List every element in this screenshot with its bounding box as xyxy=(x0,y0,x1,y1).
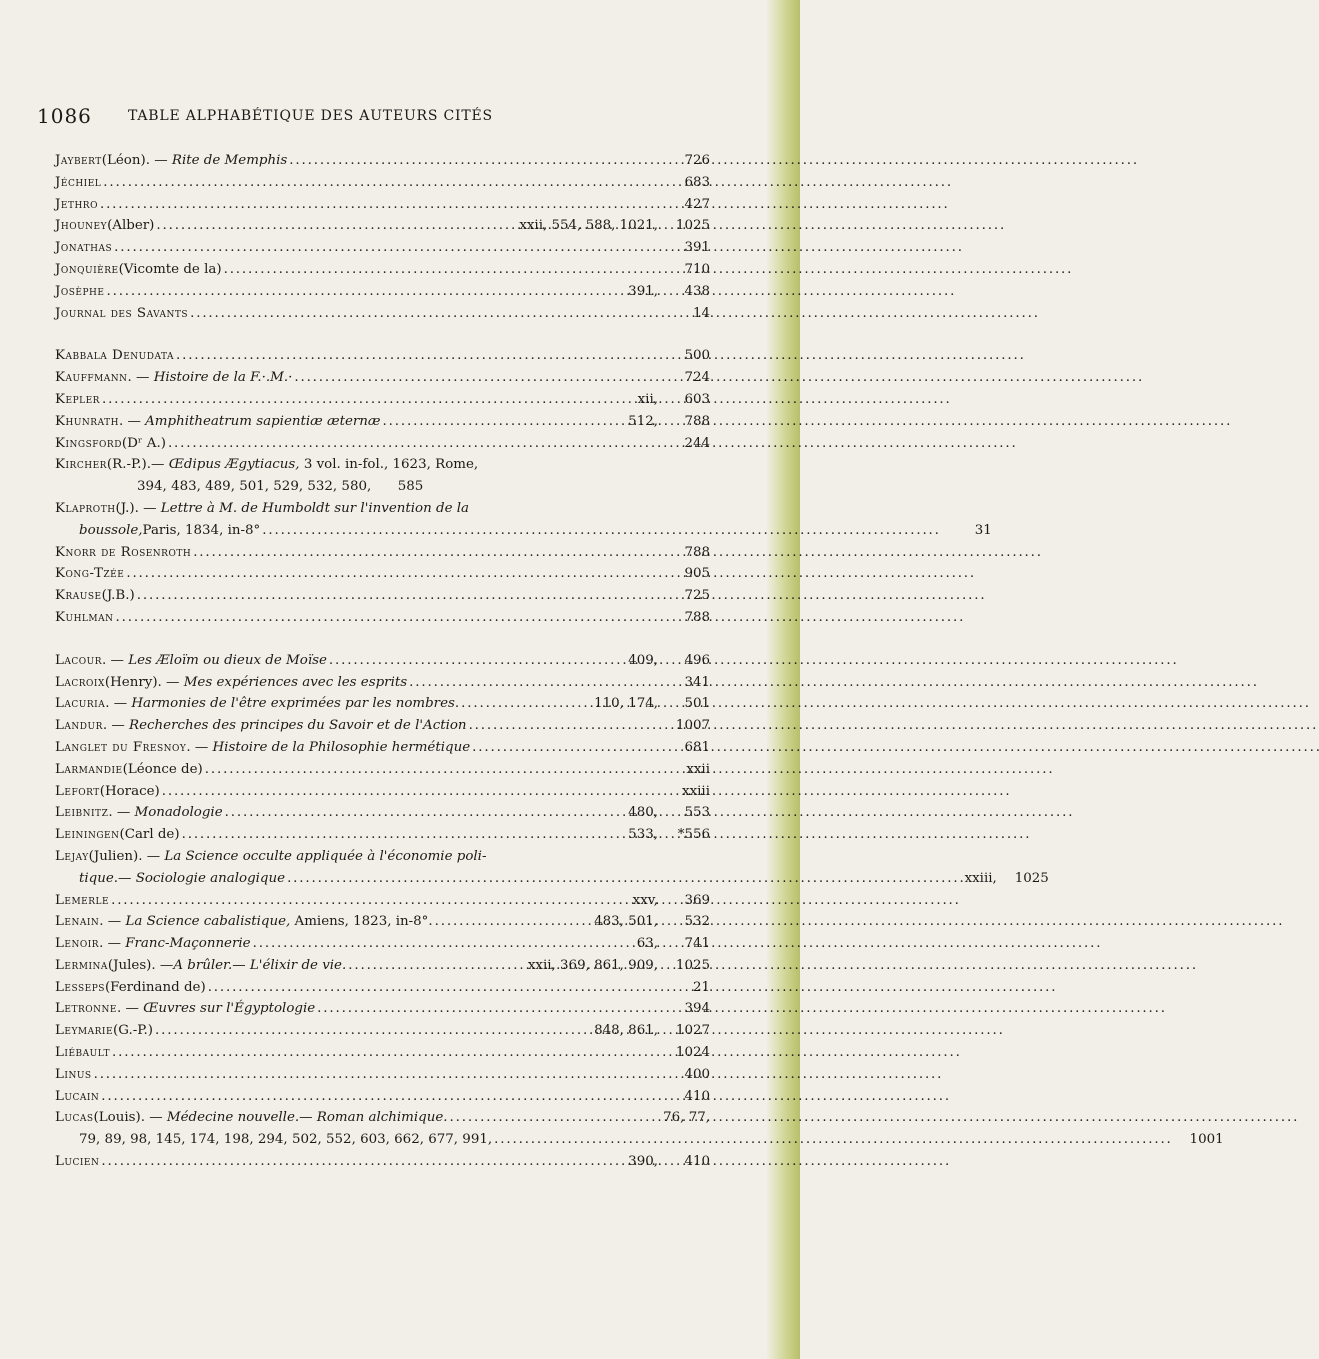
entry-author: Kuhlman xyxy=(55,609,114,625)
entry-work-title: A brûler.— L'élixir de vie. xyxy=(173,957,347,973)
index-entry xyxy=(55,433,710,455)
dot-leader xyxy=(262,520,938,542)
entry-description xyxy=(94,1107,448,1129)
entry-author: Khunrath xyxy=(55,413,119,429)
entry-description xyxy=(119,259,222,281)
entry-work-title: Amphitheatrum sapientiæ æternæ xyxy=(145,413,381,429)
entry-author: Leiningen xyxy=(55,827,120,843)
entry-page-ref: 400 xyxy=(684,1066,710,1082)
entry-author: Lenain xyxy=(55,914,100,930)
entry-description xyxy=(99,911,432,933)
entry-author: Kong-Tzée xyxy=(55,566,125,582)
entry-page-ref: 1007 xyxy=(675,718,710,734)
index-entry xyxy=(55,911,710,933)
entry-description xyxy=(100,781,160,803)
entry-work-title: Rite de Memphis xyxy=(171,153,288,168)
entry-detail: (Horace) xyxy=(99,783,160,799)
dot-leader xyxy=(205,759,656,781)
index-section-l xyxy=(55,650,1224,1173)
index-entry xyxy=(55,498,710,520)
entry-pages: xii, xyxy=(637,391,658,407)
index-entry-continuation xyxy=(55,1129,1224,1151)
dot-leader xyxy=(126,563,656,585)
index-entry xyxy=(55,933,710,955)
entry-author: Lesseps xyxy=(55,979,105,995)
entry-pages: 390, xyxy=(628,1154,658,1170)
entry-detail: (J.B.) xyxy=(101,588,135,604)
entry-page-ref: 905 xyxy=(684,566,710,582)
entry-page-ref: 1001 xyxy=(1189,1132,1224,1148)
entry-page-ref: 683 xyxy=(684,174,710,190)
index-entry xyxy=(55,411,710,433)
entry-author: Leymarie xyxy=(55,1023,114,1039)
entry-page-ref: 427 xyxy=(684,196,710,212)
index-entry xyxy=(55,563,710,585)
index-entry xyxy=(55,150,710,172)
entry-page-ref: 1027 xyxy=(675,1023,710,1039)
index-entry xyxy=(55,802,710,824)
entry-pages: 409, xyxy=(628,652,658,668)
index-entry xyxy=(55,1064,710,1086)
dot-leader xyxy=(137,585,656,607)
entry-author: Liébault xyxy=(55,1045,110,1061)
entry-description xyxy=(103,715,467,737)
entry-page-ref: 21 xyxy=(692,979,710,995)
entry-author: Lucas xyxy=(55,1110,94,1126)
entry-pages: 480, xyxy=(628,805,658,821)
entry-detail: (Léonce de) xyxy=(122,761,203,777)
entry-page-ref: 788 xyxy=(684,544,710,560)
index-entry xyxy=(55,172,710,194)
dot-leader xyxy=(94,1064,656,1086)
entry-page-ref: 788 xyxy=(684,609,710,625)
index-entry xyxy=(55,781,710,803)
dot-leader xyxy=(225,802,627,824)
index-entry xyxy=(55,693,710,715)
entry-page-ref: 500 xyxy=(684,348,710,364)
dot-leader xyxy=(287,868,963,890)
entry-page-ref: 394 xyxy=(684,1001,710,1017)
entry-page-ref: 553 xyxy=(684,805,710,821)
entry-pages: 110, 174, xyxy=(594,696,658,712)
entry-detail: . — xyxy=(108,805,135,821)
entry-author: Jonquière xyxy=(55,261,119,277)
entry-description xyxy=(119,411,381,433)
index-entry xyxy=(55,846,710,868)
entry-detail-extra: 3 vol. in-fol., 1623, Rome, xyxy=(299,457,479,473)
dot-leader xyxy=(162,781,656,803)
entry-work-title: Histoire de la F.·.M.· xyxy=(153,370,293,386)
entry-detail: . — xyxy=(186,739,213,755)
page-header xyxy=(37,104,707,134)
entry-author: Kircher xyxy=(55,457,107,473)
entry-author: Jethro xyxy=(55,196,98,212)
dot-leader xyxy=(182,824,627,846)
entry-work-title: boussole, xyxy=(79,522,143,538)
dot-leader xyxy=(224,259,656,281)
dot-leader xyxy=(409,672,656,694)
dot-leader xyxy=(294,367,656,389)
entry-page-ref: 341 xyxy=(684,674,710,690)
index-entry xyxy=(55,1107,710,1129)
entry-detail: . — xyxy=(102,652,129,668)
dot-leader xyxy=(101,1086,656,1108)
entry-author: Lefort xyxy=(55,783,100,799)
entry-pages: 848, 861, xyxy=(594,1023,658,1039)
entry-page-ref: 681 xyxy=(684,739,710,755)
dot-leader xyxy=(114,237,656,259)
entry-pages: 512, xyxy=(628,413,658,429)
entry-pages: xxii, 369, 861, 909, xyxy=(527,957,658,973)
entry-author: Kauffmann xyxy=(55,370,128,386)
entry-author: Linus xyxy=(55,1066,92,1082)
entry-page-ref: 1025 xyxy=(1014,870,1049,886)
index-entry xyxy=(55,281,710,303)
entry-description xyxy=(122,433,166,455)
entry-work-title: Recherches des principes du Savoir et de l'Action xyxy=(129,718,467,734)
entry-work-title: Harmonies de l'être exprimées par les nombres. xyxy=(131,696,460,712)
entry-page-ref: xxii xyxy=(686,761,710,777)
index-entry xyxy=(55,1020,710,1042)
entry-work-title: tique.— Sociologie analogique xyxy=(79,870,286,886)
entry-page-ref: 788 xyxy=(684,413,710,429)
index-entry xyxy=(55,215,710,237)
entry-author: Lacour xyxy=(55,652,103,668)
entry-detail: (Ferdinand de) xyxy=(104,979,206,995)
entry-author: Leibnitz xyxy=(55,805,109,821)
entry-pages: xxiii, xyxy=(964,870,997,886)
entry-detail: (G.-P.) xyxy=(113,1023,154,1039)
entry-author: Knorr de Rosenroth xyxy=(55,544,192,560)
dot-leader xyxy=(102,389,636,411)
entry-detail: (Vicomte de la) xyxy=(118,261,222,277)
index-entry xyxy=(55,454,710,476)
dot-leader xyxy=(289,150,656,172)
index-entry xyxy=(55,237,710,259)
entry-work-title: Histoire de la Philosophie hermétique xyxy=(212,739,471,755)
entry-work-title: La Science cabalistique, xyxy=(125,914,291,930)
entry-page-ref: 532 xyxy=(684,914,710,930)
entry-description xyxy=(89,846,487,868)
entry-author: Jonathas xyxy=(55,240,113,256)
entry-author: Jaybert xyxy=(55,153,102,168)
entry-author: Klaproth xyxy=(55,500,116,516)
dot-leader xyxy=(176,345,656,367)
entry-description xyxy=(113,1020,153,1042)
entry-pages: 76, 77, xyxy=(663,1110,710,1126)
entry-detail: (Dʳ A.) xyxy=(121,435,166,451)
dot-leader xyxy=(103,172,656,194)
entry-detail: (Louis). — xyxy=(93,1110,167,1126)
entry-page-ref: 741 xyxy=(684,936,710,952)
index-entry-continuation xyxy=(55,476,710,498)
dot-leader xyxy=(155,1020,592,1042)
dot-leader xyxy=(435,911,592,933)
entry-author: Lucien xyxy=(55,1154,100,1170)
entry-pages: xxv, xyxy=(632,892,658,908)
index-entry xyxy=(55,672,710,694)
entry-description xyxy=(102,585,135,607)
running-title: TABLE ALPHABÉTIQUE DES AUTEURS CITÉS xyxy=(128,108,493,124)
dot-leader xyxy=(208,977,656,999)
entry-detail: (Léon). — xyxy=(101,153,172,168)
index-entry xyxy=(55,607,710,629)
entry-description xyxy=(116,498,469,520)
entry-author: Langlet du Fresnoy xyxy=(55,739,187,755)
dot-leader xyxy=(472,737,656,759)
dot-leader xyxy=(317,998,656,1020)
dot-leader xyxy=(190,303,656,325)
entry-page-ref: 391 xyxy=(684,240,710,256)
entry-detail: . — xyxy=(99,914,126,930)
entry-author: Lermina xyxy=(55,957,108,973)
dot-leader xyxy=(168,433,656,455)
entry-detail: (Carl de) xyxy=(119,827,180,843)
entry-author: Letronne xyxy=(55,1001,117,1017)
index-entry xyxy=(55,955,710,977)
entry-pages: 533, xyxy=(628,827,658,843)
entry-page-ref: 603 xyxy=(684,391,710,407)
dot-leader xyxy=(253,933,635,955)
index-entry xyxy=(55,824,710,846)
entry-description xyxy=(107,454,478,476)
entry-description xyxy=(108,955,346,977)
entry-work-title: Mes expériences avec les esprits xyxy=(183,674,408,690)
dot-leader xyxy=(329,650,626,672)
dot-leader xyxy=(494,1129,1170,1151)
index-entry xyxy=(55,585,710,607)
dot-leader xyxy=(193,542,656,564)
entry-detail: . — xyxy=(99,936,126,952)
index-entry xyxy=(55,1042,710,1064)
entry-author: Lejay xyxy=(55,848,89,864)
entry-page-ref: 726 xyxy=(684,153,710,168)
entry-page-ref: 369 xyxy=(684,892,710,908)
index-entry xyxy=(55,715,710,737)
entry-page-ref: 31 xyxy=(974,522,992,538)
entry-author: Lemerle xyxy=(55,892,110,908)
entry-description xyxy=(105,693,459,715)
entry-description xyxy=(102,150,288,172)
index-entry xyxy=(55,737,710,759)
entry-description xyxy=(186,737,470,759)
entry-description xyxy=(128,367,293,389)
index-entry xyxy=(55,542,710,564)
index-entry xyxy=(55,194,710,216)
index-entry xyxy=(55,345,710,367)
entry-detail: Paris, 1834, in-8° xyxy=(142,522,261,538)
entry-page-ref: 710 xyxy=(684,261,710,277)
entry-detail: . — xyxy=(116,1001,144,1017)
entry-pages: 391, xyxy=(628,283,658,299)
entry-detail: (J.). — xyxy=(115,500,161,516)
entry-detail: (Alber) xyxy=(107,218,155,234)
entry-description xyxy=(117,998,315,1020)
entry-page-ref: 1025 xyxy=(675,957,710,973)
entry-page-ref: 724 xyxy=(684,370,710,386)
entry-author: Krause xyxy=(55,588,102,604)
dot-leader xyxy=(156,215,517,237)
entry-author: Journal des Savants xyxy=(55,305,189,321)
dot-leader xyxy=(101,1151,626,1173)
entry-author: Lenoir xyxy=(55,936,100,952)
index-entry xyxy=(55,977,710,999)
entry-page-ref: 244 xyxy=(684,435,710,451)
entry-page-ref: 410 xyxy=(684,1088,710,1104)
entry-page-ref: *556 xyxy=(677,827,710,843)
entry-page-ref: xxiii xyxy=(682,783,710,799)
dot-leader xyxy=(111,890,631,912)
entry-author: Kepler xyxy=(55,391,100,407)
entry-work-title: Médecine nouvelle.— Roman alchimique. xyxy=(166,1110,448,1126)
entry-pages: 394, 483, 489, 501, 529, 532, 580, xyxy=(137,479,372,495)
entry-work-title: La Science occulte appliquée à l'économie poli- xyxy=(164,848,487,864)
dot-leader xyxy=(450,1107,662,1129)
entry-author: Landur xyxy=(55,718,103,734)
entry-work-title: Franc-Maçonnerie xyxy=(125,936,251,952)
entry-page-ref: 585 xyxy=(397,479,424,495)
index-entry xyxy=(55,759,710,781)
entry-page-ref: 410 xyxy=(684,1154,710,1170)
entry-work-title: Œuvres sur l'Égyptologie xyxy=(143,1001,316,1017)
index-entry xyxy=(55,890,710,912)
entry-pages: 63, xyxy=(636,936,658,952)
entry-pages: 79, 89, 98, 145, 174, 198, 294, 502, 552, 603, 662, 677, 991, xyxy=(79,1132,493,1148)
entry-detail: . — xyxy=(127,370,154,386)
dot-leader xyxy=(469,715,656,737)
index-entry xyxy=(55,389,710,411)
entry-author: Lucain xyxy=(55,1088,100,1104)
index-entry xyxy=(55,1151,710,1173)
entry-detail: (Jules). — xyxy=(107,957,174,973)
entry-page-ref: 1025 xyxy=(675,218,710,234)
entry-page-ref: 1024 xyxy=(675,1045,710,1061)
author-index xyxy=(55,150,1224,1194)
entry-work-title: Les Æloïm ou dieux de Moïse xyxy=(128,652,327,668)
entry-detail: . — xyxy=(105,696,132,712)
entry-description xyxy=(108,802,222,824)
entry-description xyxy=(99,933,251,955)
entry-detail: . — xyxy=(102,718,130,734)
entry-author: Lacroix xyxy=(55,674,105,690)
entry-detail: . — xyxy=(118,413,146,429)
entry-author: Lacuria xyxy=(55,696,106,712)
entry-work-title: Lettre à M. de Humboldt sur l'invention de la xyxy=(160,500,470,516)
dot-leader xyxy=(348,955,526,977)
entry-page-ref: 14 xyxy=(692,305,710,321)
dot-leader xyxy=(116,607,656,629)
entry-description xyxy=(107,215,154,237)
entry-work-title: Monadologie xyxy=(134,805,223,821)
dot-leader xyxy=(100,194,656,216)
entry-description xyxy=(105,977,206,999)
entry-author: Kabbala Denudata xyxy=(55,348,174,364)
entry-work-title: Œdipus Ægytiacus, xyxy=(168,457,300,473)
index-entry-continuation xyxy=(55,520,992,542)
entry-page-ref: 438 xyxy=(684,283,710,299)
entry-author: Jéchiel xyxy=(55,174,102,190)
index-entry-continuation xyxy=(55,868,1049,890)
dot-leader xyxy=(112,1042,656,1064)
entry-page-ref: 496 xyxy=(684,652,710,668)
dot-leader xyxy=(461,693,592,715)
index-section-j xyxy=(55,150,710,324)
entry-page-ref: 501 xyxy=(684,696,710,712)
index-section-k xyxy=(55,345,992,628)
index-entry xyxy=(55,998,710,1020)
entry-description xyxy=(119,824,179,846)
index-entry xyxy=(55,650,710,672)
entry-description xyxy=(123,759,203,781)
index-entry xyxy=(55,303,710,325)
entry-author: Jhouney xyxy=(55,218,108,234)
entry-author: Kingsford xyxy=(55,435,122,451)
entry-description xyxy=(102,650,327,672)
index-entry xyxy=(55,1086,710,1108)
entry-pages: xxii, 554, 588, 1021, xyxy=(519,218,658,234)
entry-author: Josèphe xyxy=(55,283,105,299)
entry-description xyxy=(105,672,407,694)
entry-author: Larmandie xyxy=(55,761,123,777)
entry-page-ref: 725 xyxy=(684,588,710,604)
dot-leader xyxy=(383,411,627,433)
page-number: 1086 xyxy=(37,104,92,128)
entry-detail: (Henry). — xyxy=(104,674,184,690)
entry-pages: 483, 501, xyxy=(594,914,658,930)
entry-detail-extra: Amiens, 1823, in-8°. xyxy=(290,914,433,930)
dot-leader xyxy=(106,281,626,303)
index-entry xyxy=(55,259,710,281)
index-entry xyxy=(55,367,710,389)
entry-detail: (R.-P.).— xyxy=(106,457,169,473)
entry-detail: (Julien). — xyxy=(88,848,165,864)
